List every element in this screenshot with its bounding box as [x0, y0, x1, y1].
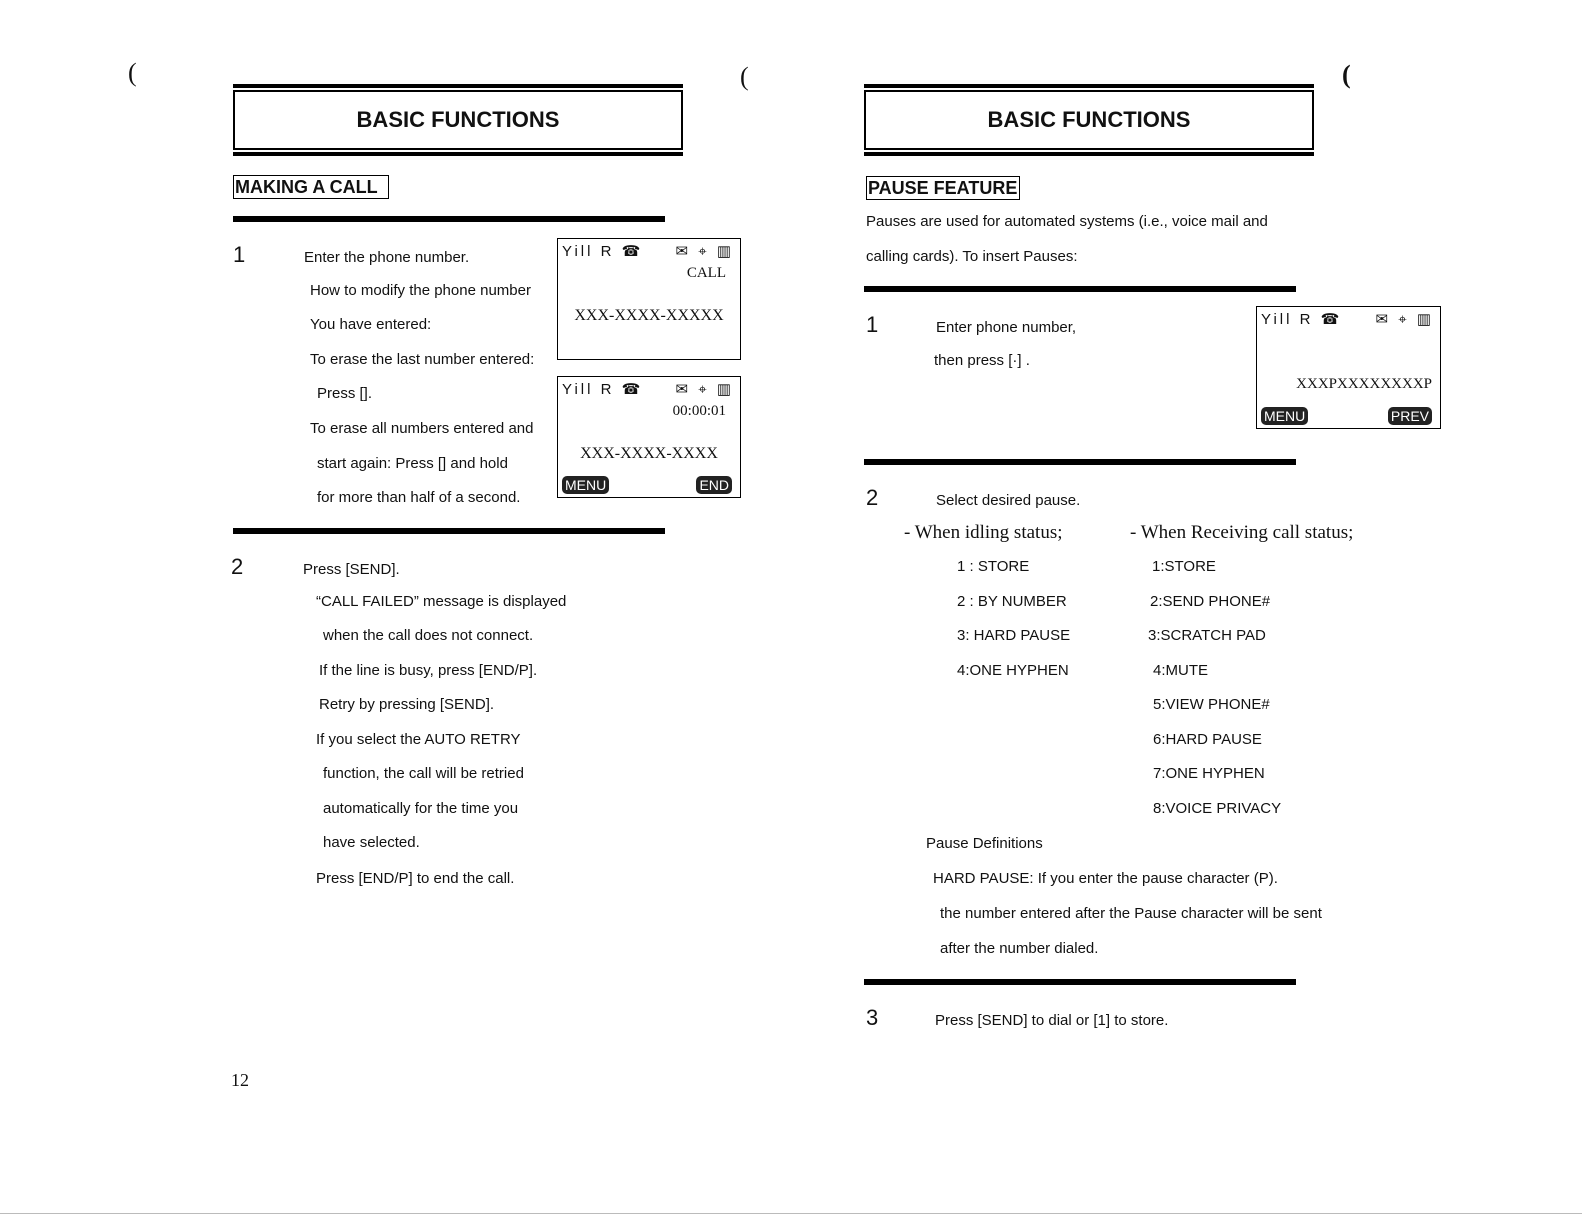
definitions-heading: Pause Definitions — [926, 835, 1043, 852]
definition-text: HARD PAUSE: If you enter the pause character (P). — [933, 870, 1278, 887]
step-text: Press [END/P] to end the call. — [316, 870, 515, 887]
section-title: PAUSE FEATURE — [866, 176, 1020, 200]
step-text: “CALL FAILED” message is displayed — [316, 593, 567, 610]
step-text: Enter the phone number. — [304, 249, 470, 266]
scan-edge — [0, 1213, 1582, 1214]
divider — [864, 459, 1296, 465]
step-text: How to modify the phone number — [310, 282, 531, 299]
step-text: Press []. — [317, 385, 373, 402]
idle-menu-item: 1 : STORE — [957, 558, 1030, 575]
prev-softkey: PREV — [1388, 407, 1432, 425]
intro-text: calling cards). To insert Pauses: — [866, 248, 1078, 265]
receiving-menu-item: 6:HARD PAUSE — [1153, 731, 1262, 748]
page-number: 12 — [231, 1070, 249, 1090]
scan-mark: ( — [1342, 60, 1351, 89]
step-text: Enter phone number, — [936, 319, 1077, 336]
screen-timer: 00:00:01 — [672, 403, 726, 419]
receiving-menu-item: 8:VOICE PRIVACY — [1153, 800, 1282, 817]
header-box — [864, 90, 1314, 150]
idle-heading: - When idling status; — [904, 522, 1063, 543]
header-box — [233, 90, 683, 150]
step-text: Press [SEND]. — [303, 561, 400, 578]
step-text: then press [·] . — [934, 352, 1030, 369]
definition-text: after the number dialed. — [940, 940, 1099, 957]
header-title: BASIC FUNCTIONS — [987, 107, 1191, 132]
step-text: Select desired pause. — [936, 492, 1081, 509]
step-number: 1 — [233, 242, 246, 267]
scan-mark: ( — [740, 62, 749, 91]
idle-menu-item: 2 : BY NUMBER — [957, 593, 1067, 610]
step-text: To erase the last number entered: — [310, 351, 535, 368]
step-text: Press [SEND] to dial or [1] to store. — [935, 1012, 1169, 1029]
phone-screen-timer — [557, 376, 741, 498]
step-text: Retry by pressing [SEND]. — [319, 696, 495, 713]
receiving-menu-item: 4:MUTE — [1153, 662, 1209, 679]
receiving-menu-item: 2:SEND PHONE# — [1150, 593, 1271, 610]
menu-softkey: MENU — [1261, 407, 1308, 425]
step-number: 2 — [866, 485, 879, 510]
step-text: If you select the AUTO RETRY — [316, 731, 521, 748]
status-icons-right: ✉ ⌖ ▥ — [1375, 311, 1434, 328]
receiving-menu-item: 5:VIEW PHONE# — [1153, 696, 1270, 713]
divider — [864, 979, 1296, 985]
scan-mark: ( — [128, 58, 137, 87]
receiving-menu-item: 1:STORE — [1152, 558, 1216, 575]
phone-screen-call — [557, 238, 741, 360]
idle-menu-item: 3: HARD PAUSE — [957, 627, 1071, 644]
receiving-heading: - When Receiving call status; — [1130, 522, 1354, 543]
phone-screen-pause — [1256, 306, 1441, 429]
divider — [233, 528, 665, 534]
divider — [864, 286, 1296, 292]
section-title: MAKING A CALL — [233, 175, 389, 199]
status-icons-right: ✉ ⌖ ▥ — [675, 381, 734, 398]
step-text: You have entered: — [310, 316, 432, 333]
end-softkey: END — [696, 476, 732, 494]
step-text: when the call does not connect. — [323, 627, 534, 644]
header-title: BASIC FUNCTIONS — [356, 107, 560, 132]
status-icons-left: Yill R ☎ — [562, 381, 644, 398]
step-text: automatically for the time you — [323, 800, 519, 817]
step-number: 2 — [231, 554, 244, 579]
step-text: To erase all numbers entered and — [310, 420, 534, 437]
screen-number: XXX-XXXX-XXXX — [580, 445, 718, 462]
status-icons-left: Yill R ☎ — [1261, 311, 1343, 328]
step-text: function, the call will be retried — [323, 765, 524, 782]
screen-status-text: CALL — [686, 265, 726, 281]
step-text: start again: Press [] and hold — [317, 455, 508, 472]
receiving-menu-item: 3:SCRATCH PAD — [1148, 627, 1266, 644]
idle-menu-item: 4:ONE HYPHEN — [957, 662, 1069, 679]
intro-text: Pauses are used for automated systems (i.e., voice mail and — [866, 213, 1268, 230]
definition-text: the number entered after the Pause character will be sent — [940, 905, 1322, 922]
step-text: have selected. — [323, 834, 420, 851]
status-icons-left: Yill R ☎ — [562, 243, 644, 260]
status-icons-right: ✉ ⌖ ▥ — [675, 243, 734, 260]
receiving-menu-item: 7:ONE HYPHEN — [1153, 765, 1265, 782]
step-number: 3 — [866, 1005, 879, 1030]
screen-number: XXX-XXXX-XXXXX — [574, 307, 724, 324]
step-text: for more than half of a second. — [317, 489, 521, 506]
step-text: If the line is busy, press [END/P]. — [319, 662, 538, 679]
screen-number: XXXPXXXXXXXXP — [1296, 376, 1432, 392]
step-number: 1 — [866, 312, 879, 337]
divider — [233, 216, 665, 222]
menu-softkey: MENU — [562, 476, 609, 494]
